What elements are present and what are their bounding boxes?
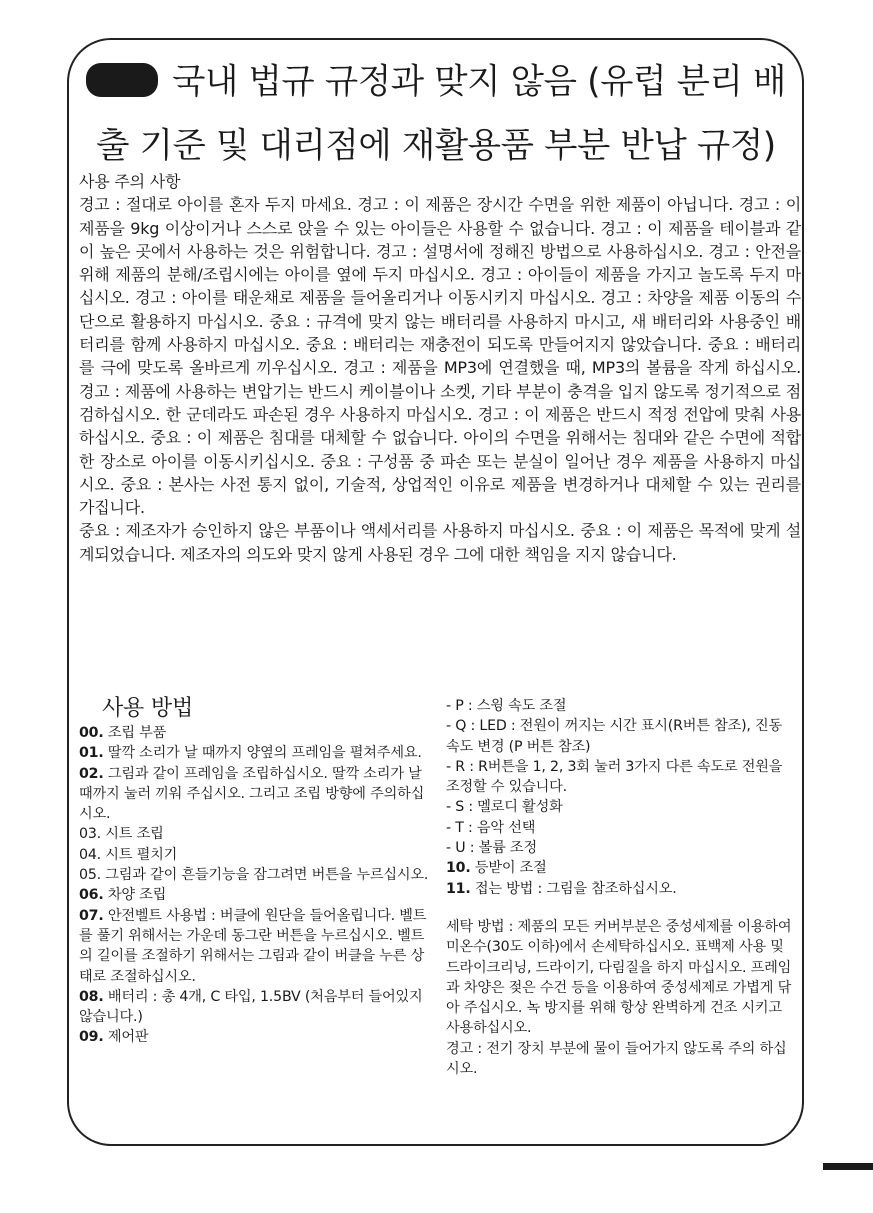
instruction-text: 그림과 같이 프레임을 조립하십시오. 딸깍 소리가 날 때까지 눌러 끼워 주십시오. 그리고 조립 방향에 주의하십시오. xyxy=(79,765,425,823)
usage-left-column xyxy=(79,695,436,1048)
instruction-text: 배터리 : 총 4개, C 타입, 1.5BV (처음부터 들어있지 않습니다.) xyxy=(79,988,423,1026)
instruction-text: 05. 그림과 같이 흔들기능을 잠그려면 버튼을 누르십시오. xyxy=(79,867,429,884)
instruction-item xyxy=(79,723,436,743)
instruction-item xyxy=(79,906,436,987)
instruction-text: 접는 방법 : 그림을 참조하십시오. xyxy=(470,880,677,897)
instruction-item xyxy=(79,743,436,763)
usage-heading: 사용 방법 xyxy=(102,696,194,721)
washing-instructions: 세탁 방법 : 제품의 모든 커버부분은 중성세제를 이용하여 미온수(30도 이하)에서 손세탁하십시오. 표백제 사용 및 드라이크리닝, 드라이기, 다림질을 하지 마십시오. 프레임과 차양은 젖은 수건 등을 이용하여 중성세제로 가볍게 닦아 주십시오. 녹 방지를 위해 항상 완벽하게 건조 시키고 사용하십시오. xyxy=(446,918,792,1037)
instruction-text: - R : R버튼을 1, 2, 3회 눌러 3가지 다른 속도로 전원을 조정할 수 있습니다. xyxy=(446,758,783,796)
instruction-number: 09. xyxy=(79,1029,104,1046)
instruction-text: - U : 볼륨 조정 xyxy=(446,840,537,857)
precautions-body-2: 중요 : 제조자가 승인하지 않은 부품이나 액세서리를 사용하지 마십시오. 중요 : 이 제품은 목적에 맞게 설계되었습니다. 제조자의 의도와 맞지 않게 사용된 경우 그에 대한 책임을 지지 않습니다. xyxy=(79,521,801,564)
instruction-text: 04. 시트 펼치기 xyxy=(79,846,178,863)
instruction-item xyxy=(446,757,796,798)
instruction-item xyxy=(446,797,796,817)
instruction-number: 01. xyxy=(79,745,104,762)
instruction-item xyxy=(446,716,796,757)
instruction-text: - S : 멜로디 활성화 xyxy=(446,799,563,816)
instruction-text: 등받이 조절 xyxy=(470,860,547,877)
instruction-number: 02. xyxy=(79,765,104,782)
instruction-item xyxy=(446,879,796,899)
title-line-2: 출 기준 및 대리점에 재활용품 부분 반납 규정) xyxy=(96,126,776,166)
instruction-item xyxy=(79,845,436,865)
instruction-item xyxy=(79,987,436,1028)
instruction-text: 제어판 xyxy=(103,1029,149,1046)
usage-right-column xyxy=(446,696,796,1079)
instruction-number: 11. xyxy=(446,880,471,897)
instruction-text: 안전벨트 사용법 : 버클에 원단을 들어올립니다. 벨트를 풀기 위해서는 가운데 동그란 버튼을 누르십시오. 벨트의 길이를 조절하기 위해서는 그림과 같이 버클을 누른 상태로 조절하십시오. xyxy=(79,907,427,985)
title-line-1: 국내 법규 규정과 맞지 않음 (유럽 분리 배 xyxy=(172,62,786,102)
instruction-item xyxy=(79,824,436,844)
instruction-item xyxy=(79,885,436,905)
instruction-number: 10. xyxy=(446,860,471,877)
page-title xyxy=(80,50,792,178)
instruction-item xyxy=(446,696,796,716)
instruction-item xyxy=(79,1027,436,1047)
instruction-text: 03. 시트 조립 xyxy=(79,826,164,843)
electrical-warning: 경고 : 전기 장치 부분에 물이 들어가지 않도록 주의 하십시오. xyxy=(446,1040,787,1078)
instruction-item xyxy=(79,764,436,825)
instruction-text: 딸깍 소리가 날 때까지 양옆의 프레임을 펼쳐주세요. xyxy=(103,745,422,762)
page-edge-tab xyxy=(823,1163,873,1170)
instruction-item xyxy=(446,858,796,878)
precautions-heading: 사용 주의 사항 xyxy=(79,172,181,191)
instruction-number: 00. xyxy=(79,725,104,741)
instruction-text: - Q : LED : 전원이 꺼지는 시간 표시(R버튼 참조), 진동 속도 변경 (P 버튼 참조) xyxy=(446,718,783,755)
precautions-body: 경고 : 절대로 아이를 혼자 두지 마세요. 경고 : 이 제품은 장시간 수면을 위한 제품이 아닙니다. 경고 : 이제품을 9kg 이상이거나 스스로 앉을 수 있는 아이들은 사용할 수 없습니다. 경고 : 이 제품을 테이블과 같이 높은 곳에서 사용하는 것은 위험합니다. 경고 : 설명서에 정해진 방법으로 사용하십시오. 경고 : 안전을 위해 제품의 분해/조립시에는 아이를 옆에 두지 마십시오. 경고 : 아이들이 제품을 가지고 놀도록 두지 마십시오. 경고 : 아이를 태운채로 제품을 들어올리거나 이동시키지 마십시오. 경고 : 차양을 제품 이동의 수단으로 활용하지 마십시오. 중요 : 규격에 맞지 않는 배터리를 사용하지 마시고, 새 배터리와 사용중인 배터리를 함께 사용하지 마십시오. 중요 : 배터리는 재충전이 되도록 만들어지지 않았습니다. 중요 : 배터리를 극에 맞도록 올바르게 끼우십시오. 경고 : 제품을 MP3에 연결했을 때, MP3의 볼륨을 작게 하십시오. 경고 : 제품에 사용하는 변압기는 반드시 케이블이나 소켓, 기타 부분이 충격을 입지 않도록 정기적으로 점검하십시오. 한 군데라도 파손된 경우 사용하지 마십시오. 경고 : 이 제품은 반드시 적정 전압에 맞춰 사용하십시오. 중요 : 이 제품은 침대를 대체할 수 없습니다. 아이의 수면을 위해서는 침대와 같은 수면에 적합한 장소로 아이를 이동시키십시오. 중요 : 구성품 중 파손 또는 분실이 일어난 경우 제품을 사용하지 마십시오. 중요 : 본사는 사전 통지 없이, 기술적, 상업적인 이유로 제품을 변경하거나 대체할 수 있는 권리를 가집니다. xyxy=(79,195,801,518)
instruction-item xyxy=(79,865,436,885)
instruction-number: 07. xyxy=(79,907,104,924)
instruction-text: 차양 조립 xyxy=(103,887,167,904)
precautions-section xyxy=(79,170,801,566)
instruction-number: 08. xyxy=(79,988,104,1005)
instruction-number: 06. xyxy=(79,887,104,904)
instruction-text: - P : 스윙 속도 조절 xyxy=(446,698,567,714)
instruction-item xyxy=(446,818,796,838)
instruction-item xyxy=(446,838,796,858)
instruction-text: - T : 음악 선택 xyxy=(446,819,536,836)
instruction-text: 조립 부품 xyxy=(103,725,167,741)
redacted-badge xyxy=(86,63,158,97)
